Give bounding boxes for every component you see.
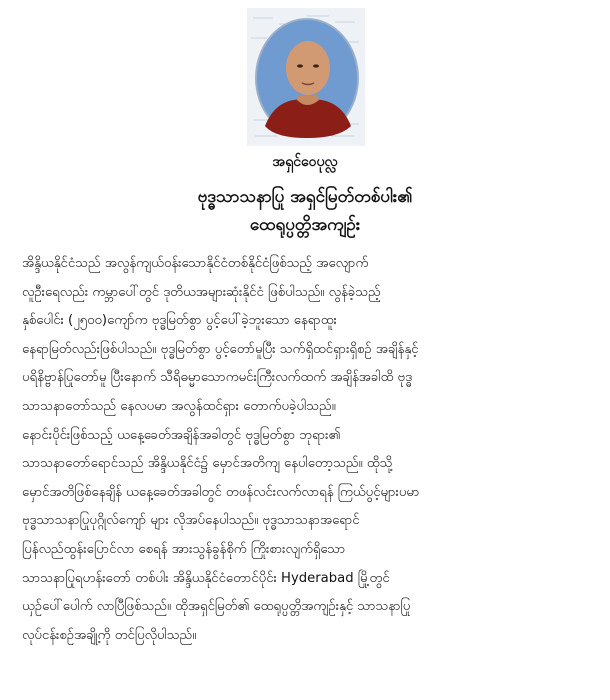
text-line: ဗုဒ္ဓသာသနာပြုပုဂ္ဂိုလ်ကျော် များ လိုအပ်နေပါသည်။ ဗုဒ္ဓသာသနာအရောင် <box>22 513 360 529</box>
text-line: နှစ်ပေါင်း (၂၅၀၀)ကျော်က ဗုဒ္ဓမြတ်စွာ ပွင့်ပေါ်ခဲ့ဘူးသော နေရာထူး <box>22 313 337 329</box>
text-line: ယှဉ်ပေါ်ပေါက် လာပြီဖြစ်သည်။ ထိုအရှင်မြတ်၏ ထေရုပ္ပတ္တိအကျဉ်းနှင့် သာသနာပြု <box>22 599 411 615</box>
author-portrait <box>247 8 365 146</box>
face <box>286 41 330 95</box>
text-line: နေရာမြတ်လည်းဖြစ်ပါသည်။ ဗုဒ္ဓမြတ်စွာ ပွင့်တော်မူပြီး သက်ရှိထင်ရှားရှိစဉ် အချိန်နှင့် <box>22 341 419 357</box>
author-name: အရှင်ဝေပုလ္လ <box>272 154 338 170</box>
text-line: မှောင်အတိဖြစ်နေချိန် ယနေ့ခေတ်အခါတွင် တဖန်လင်းလက်လာရန် ကြယ်ပွင့်များပမာ <box>22 484 420 500</box>
text-line: နောင်းပိုင်းဖြစ်သည့် ယနေ့ခေတ်အချိန်အခါတွင် ဗုဒ္ဓမြတ်စွာ ဘုရား၏ <box>22 427 341 443</box>
text-line: သာသနာတော်ရောင်သည် အိန္ဒိယနိုင်ငံ၌ မှောင်အတိကျ နေပါတော့သည်။ ထိုသို့ <box>22 456 393 472</box>
text-line: သာသနာတော်သည် နေလပမာ အလွန်ထင်ရှား တောက်ပခဲ့ပါသည်။ <box>22 398 336 414</box>
title-line-1: ဗုဒ္ဓသာသနာပြု အရှင်မြတ်တစ်ပါး၏ <box>197 187 413 207</box>
text-line: ပရိနိဗ္ဗာန်ပြုတော်မူ ပြီးနောက် သီရိဓမ္မာသောကမင်းကြီးလက်ထက် အချိန်အခါထိ ဗုဒ္ဓ <box>22 370 412 386</box>
text-line: လူဦးရေလည်း ကမ္ဘာပေါ်တွင် ဒုတိယအများဆုံးနိုင်ငံ ဖြစ်ပါသည်။ လွန်ခဲ့သည့် <box>22 284 381 300</box>
paragraph-2 <box>22 422 597 651</box>
text-line: ပြန်လည်ထွန်းပြောင်လာ စေရန် အားသွန်ခွန်စိုက် ကြိုးစားလျက်ရှိသော <box>22 541 346 557</box>
title-line-2: ထေရုပ္ပတ္တိအကျဉ်း <box>249 215 361 235</box>
text-line: အိန္ဒိယနိုင်ငံသည် အလွန်ကျယ်ဝန်းသောနိုင်ငံတစ်နိုင်ငံဖြစ်သည့် အလျောက် <box>22 256 369 271</box>
article-body <box>22 250 597 650</box>
text-line: လုပ်ငန်းစဉ်အချို့ကို တင်ပြလိုပါသည်။ <box>22 627 197 643</box>
paragraph-1 <box>22 250 597 422</box>
text-line: သာသနာပြုရဟန်းတော် တစ်ပါး အိန္ဒိယနိုင်ငံတောင်ပိုင်း Hyderabad မြို့တွင် <box>22 570 390 586</box>
